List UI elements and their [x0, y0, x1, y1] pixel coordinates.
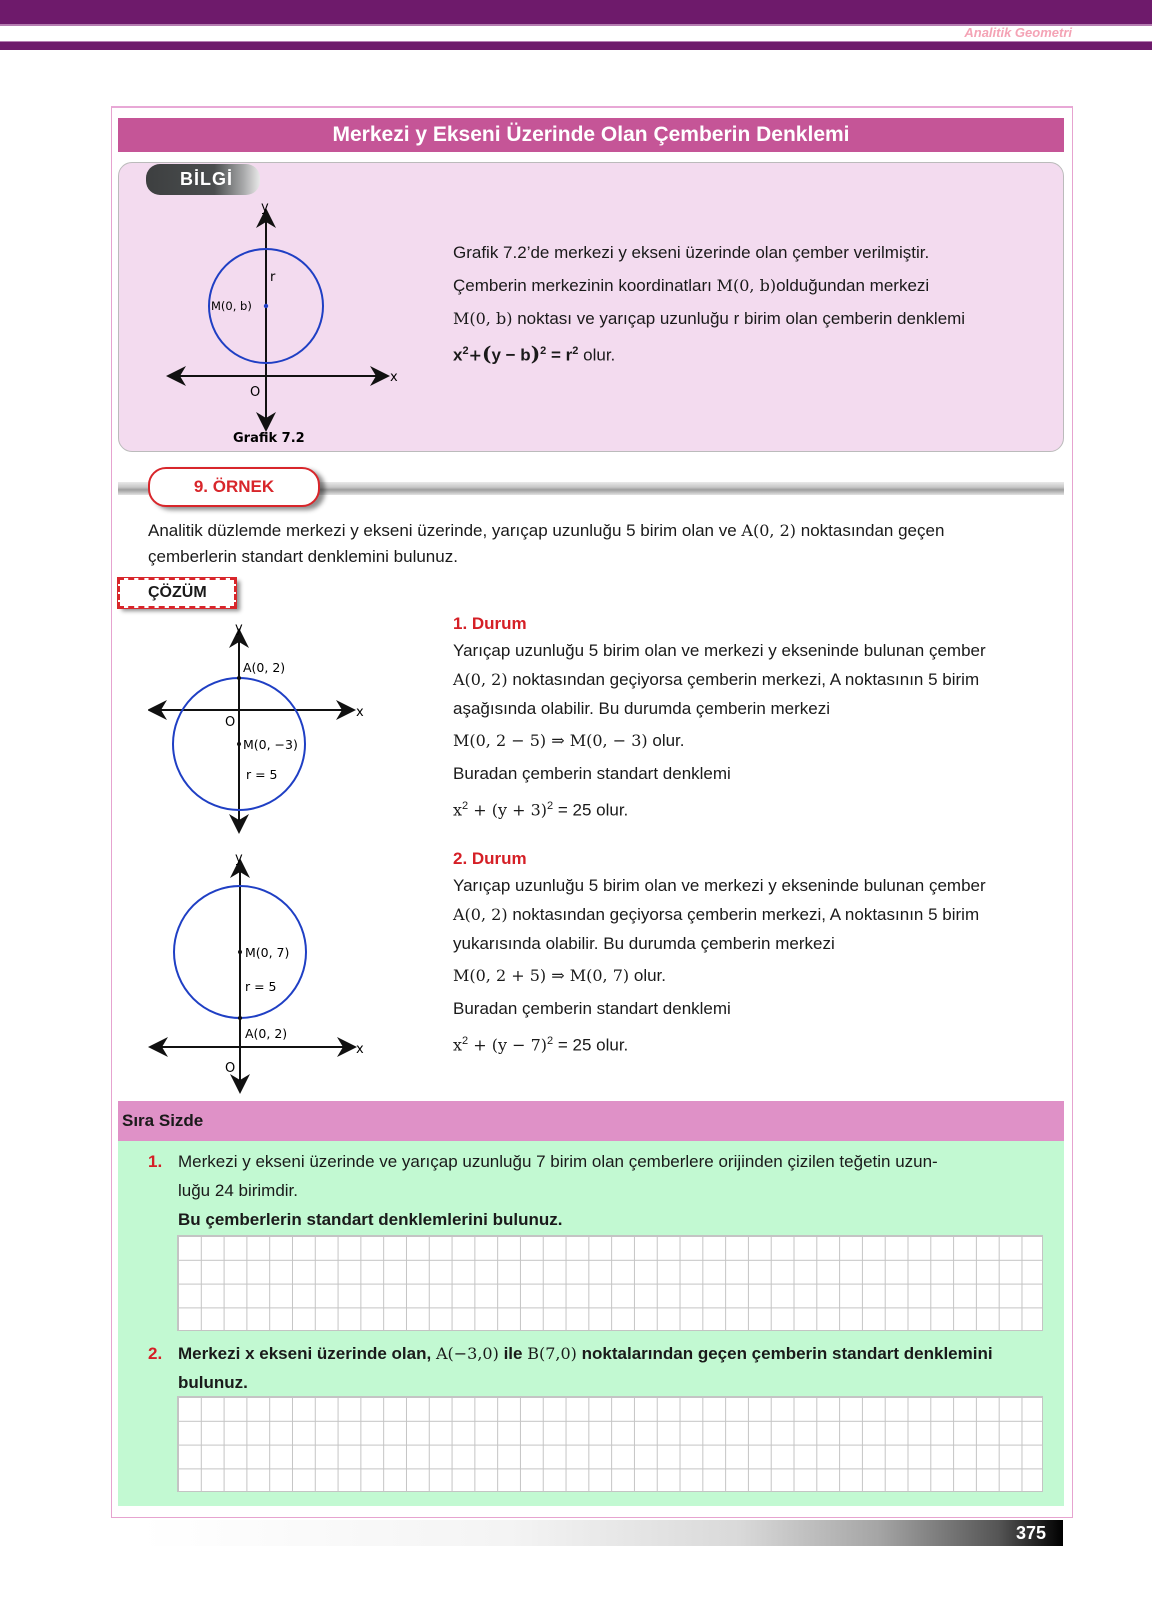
- case-2-heading: 2. Durum: [453, 849, 527, 868]
- circle-on-y-axis-diagram: [160, 196, 440, 452]
- svg-text:O: O: [225, 715, 236, 730]
- info-tab-label: BİLGİ: [146, 164, 260, 195]
- radius-label: r: [270, 270, 276, 285]
- case-2-center: M(0, 2 + 5) ⇒ M(0, 7) olur.: [453, 966, 667, 985]
- svg-text:r = 5: r = 5: [245, 979, 277, 994]
- question-1-number: 1.: [148, 1152, 163, 1171]
- graph-case-1: [148, 620, 388, 835]
- header-sub-band: [0, 41, 1152, 50]
- center-label: M(0, b): [211, 299, 252, 313]
- svg-text:x: x: [356, 1042, 364, 1057]
- question-1: 1. Merkezi y ekseni üzerinde ve yarıçap uzunluğu 7 birim olan çemberlere orijinden çizilen teğetin uzun- luğu 24 birimdir. Bu çemberlerin standart denklemlerini bulunuz.: [148, 1147, 1038, 1234]
- center-point: [238, 950, 242, 954]
- case-2-equation: $x^2 + (y - 7)^2 = 25$ olur.: [453, 1035, 629, 1055]
- svg-text:A(0, 2): A(0, 2): [245, 1026, 288, 1041]
- point-a: [238, 1016, 242, 1020]
- svg-text:M(0, −3): M(0, −3): [243, 737, 298, 752]
- solution-tab: ÇÖZÜM: [118, 578, 236, 608]
- info-text: [453, 236, 965, 372]
- svg-text:y: y: [235, 621, 243, 636]
- answer-grid-1[interactable]: [177, 1235, 1043, 1331]
- point-a: [237, 676, 241, 680]
- graph-caption: Grafik 7.2: [233, 431, 305, 446]
- info-line-1: Grafik 7.2’de merkezi y ekseni üzerinde olan çember verilmiştir.: [453, 243, 930, 262]
- svg-text:M(0, 7): M(0, 7): [245, 945, 290, 960]
- question-2-number: 2.: [148, 1344, 163, 1363]
- page-number: 375: [1016, 1523, 1047, 1543]
- info-line-2: Çemberin merkezinin koordinatları M(0, b)olduğundan merkezi: [453, 276, 930, 295]
- question-2: 2. Merkezi x ekseni üzerinde olan, A(−3,0) ile B(7,0) noktalarından geçen çemberin standart denklemini bulunuz.: [148, 1339, 1038, 1397]
- svg-text:A(0, 2): A(0, 2): [243, 660, 286, 675]
- chapter-title: Analitik Geometri: [964, 25, 1072, 40]
- case-1-center: M(0, 2 − 5) ⇒ M(0, − 3) olur.: [453, 731, 685, 750]
- center-point: [264, 304, 268, 308]
- graph-case-2: [148, 850, 388, 1095]
- general-equation: $x^2+(y - b)^2 = r^2$ olur.: [453, 341, 616, 366]
- your-turn-header: Sıra Sizde: [118, 1101, 1064, 1141]
- section-title: Merkezi y Ekseni Üzerinde Olan Çemberin Denklemi: [118, 118, 1064, 152]
- graph-7-2: [160, 196, 440, 452]
- svg-text:O: O: [225, 1061, 236, 1076]
- answer-grid-2[interactable]: [177, 1396, 1043, 1492]
- case-2: 2. Durum Yarıçap uzunluğu 5 birim olan ve merkezi y ekseninde bulunan çember A(0, 2) noktasından geçiyorsa çemberin merkezi, A noktasının 5 birim yukarısında olabilir. Bu durumda çemberin merkezi M(0, 2 + 5) ⇒ M(0, 7) olur. Buradan çemberin standart denklemi $x^2 + (y - 7)^2 = 25$ olur.: [453, 847, 986, 1064]
- page-number-bar: [140, 1520, 1063, 1546]
- top-header-band: [0, 0, 1152, 24]
- case-1: 1. Durum Yarıçap uzunluğu 5 birim olan ve merkezi y ekseninde bulunan çember A(0, 2) noktasından geçiyorsa çemberin merkezi, A noktasının 5 birim aşağısında olabilir. Bu durumda çemberin merkezi M(0, 2 − 5) ⇒ M(0, − 3) olur. Buradan çemberin standart denklemi $x^2 + (y + 3)^2 = 25$ olur.: [453, 612, 986, 829]
- case-1-heading: 1. Durum: [453, 614, 527, 633]
- info-line-3: M(0, b) noktası ve yarıçap uzunluğu r birim olan çemberin denklemi: [453, 309, 966, 328]
- svg-text:y: y: [235, 851, 243, 866]
- center-coordinates: M(0, b): [716, 276, 777, 295]
- svg-text:r = 5: r = 5: [246, 767, 278, 782]
- example-problem: Analitik düzlemde merkezi y ekseni üzerinde, yarıçap uzunluğu 5 birim olan ve A(0, 2) noktasından geçen çemberlerin standart denklemini bulunuz.: [148, 521, 945, 566]
- svg-text:x: x: [356, 705, 364, 720]
- case-1-equation: $x^2 + (y + 3)^2 = 25$ olur.: [453, 800, 629, 820]
- x-axis-label: x: [390, 370, 398, 385]
- origin-label: O: [250, 385, 261, 400]
- example-tab: 9. ÖRNEK: [148, 467, 320, 507]
- center-point: [237, 742, 241, 746]
- y-axis-label: y: [261, 200, 269, 215]
